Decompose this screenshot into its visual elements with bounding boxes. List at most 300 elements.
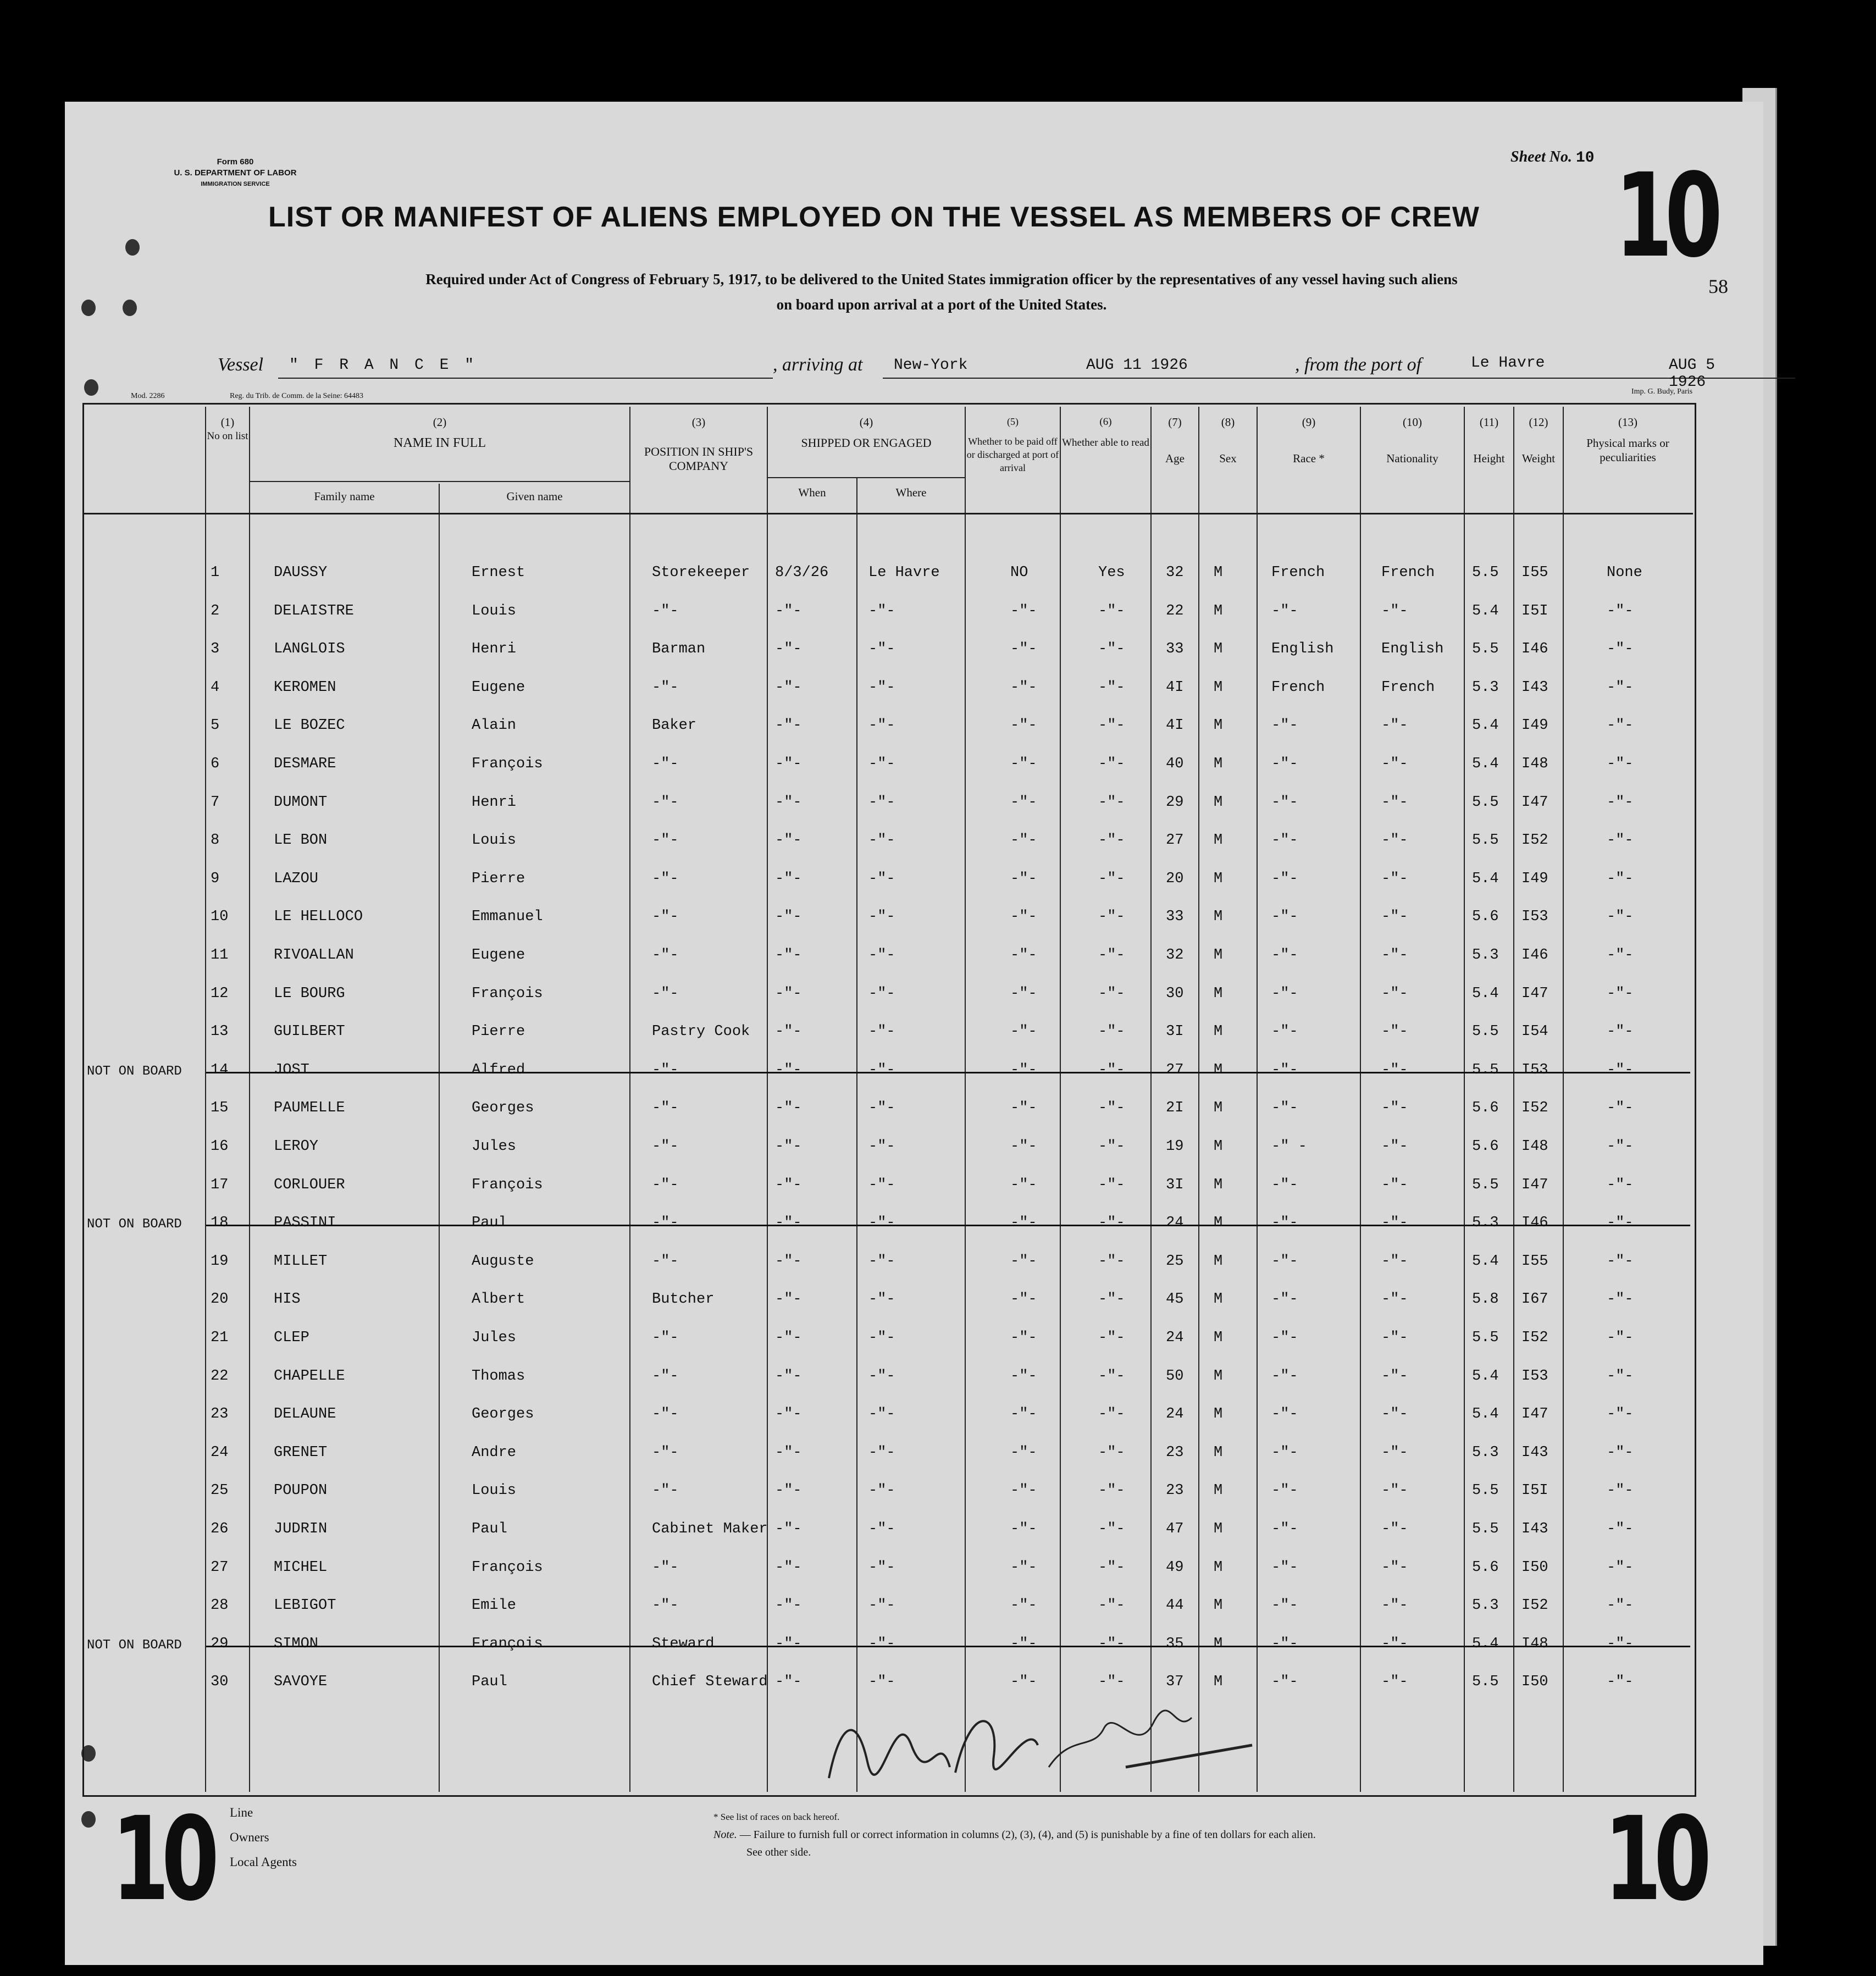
local-agents-label: Local Agents: [230, 1855, 297, 1869]
paid-off: -"-: [1010, 1023, 1037, 1040]
physical-marks: -"-: [1607, 1406, 1634, 1423]
nationality: -"-: [1381, 1023, 1408, 1040]
height: 5.5: [1472, 1023, 1499, 1040]
shipped-when: 8/3/26: [775, 564, 829, 581]
able-to-read: -"-: [1098, 1291, 1125, 1308]
shipped-when: -"-: [775, 1521, 802, 1537]
nationality: -"-: [1381, 871, 1408, 887]
shipped-where: -"-: [868, 1138, 895, 1155]
height: 5.6: [1472, 1138, 1499, 1155]
family-name: LE BOZEC: [274, 717, 345, 734]
sex: M: [1214, 1636, 1223, 1652]
departure-date: AUG 5 1926: [1669, 357, 1715, 391]
race: -"-: [1271, 986, 1298, 1002]
position: -"-: [652, 986, 679, 1002]
weight: I52: [1521, 1597, 1548, 1614]
given-name: Henri: [472, 641, 517, 657]
height: 5.5: [1472, 1330, 1499, 1346]
physical-marks: -"-: [1607, 794, 1634, 811]
physical-marks: -"-: [1607, 1674, 1634, 1690]
sex: M: [1214, 947, 1223, 964]
able-to-read: -"-: [1098, 1597, 1125, 1614]
row-number: 14: [211, 1062, 229, 1078]
shipped-where: -"-: [868, 1406, 895, 1423]
shipped-when: -"-: [775, 679, 802, 696]
nationality: -"-: [1381, 1215, 1408, 1231]
age: 22: [1166, 603, 1184, 619]
race: -"-: [1271, 1100, 1298, 1116]
physical-marks: None: [1607, 564, 1642, 581]
subtitle-line-2: on board upon arrival at a port of the United States.: [776, 296, 1107, 313]
strikethrough-line: [206, 1646, 1690, 1647]
able-to-read: -"-: [1098, 1674, 1125, 1690]
physical-marks: -"-: [1607, 1138, 1634, 1155]
mod-number: Mod. 2286: [131, 392, 165, 400]
physical-marks: -"-: [1607, 871, 1634, 887]
shipped-when: -"-: [775, 1291, 802, 1308]
weight: I5I: [1521, 603, 1548, 619]
shipped-where: -"-: [868, 1636, 895, 1652]
race: -"-: [1271, 1291, 1298, 1308]
header-weight: (12) Weight: [1521, 416, 1556, 465]
given-name: François: [472, 986, 543, 1002]
physical-marks: -"-: [1607, 1291, 1634, 1308]
race: -"-: [1271, 1444, 1298, 1461]
weight: I53: [1521, 1368, 1548, 1385]
row-number: 3: [211, 641, 220, 657]
able-to-read: -"-: [1098, 717, 1125, 734]
race: -"-: [1271, 947, 1298, 964]
physical-marks: -"-: [1607, 1521, 1634, 1537]
row-number: 12: [211, 986, 229, 1002]
age: 44: [1166, 1597, 1184, 1614]
physical-marks: -"-: [1607, 641, 1634, 657]
physical-marks: -"-: [1607, 1215, 1634, 1231]
age: 49: [1166, 1559, 1184, 1576]
sheet-number: [1510, 148, 1595, 167]
shipped-when: -"-: [775, 1177, 802, 1193]
family-name: GRENET: [274, 1444, 328, 1461]
height: 5.8: [1472, 1291, 1499, 1308]
form-header: [147, 157, 323, 190]
nationality: -"-: [1381, 1138, 1408, 1155]
given-name: Ernest: [472, 564, 525, 581]
sex: M: [1214, 986, 1223, 1002]
header-nationality: (10) Nationality: [1386, 416, 1438, 465]
physical-marks: -"-: [1607, 1177, 1634, 1193]
shipped-when: -"-: [775, 756, 802, 772]
nationality: -"-: [1381, 794, 1408, 811]
sex: M: [1214, 1482, 1223, 1499]
able-to-read: -"-: [1098, 679, 1125, 696]
nationality: -"-: [1381, 1062, 1408, 1078]
strikethrough-line: [206, 1072, 1690, 1073]
position: -"-: [652, 947, 679, 964]
paid-off: -"-: [1010, 1253, 1037, 1270]
height: 5.5: [1472, 1521, 1499, 1537]
family-name: LEROY: [274, 1138, 319, 1155]
paid-off: -"-: [1010, 1406, 1037, 1423]
given-name: François: [472, 1177, 543, 1193]
shipped-when: -"-: [775, 947, 802, 964]
able-to-read: -"-: [1098, 871, 1125, 887]
weight: I43: [1521, 1521, 1548, 1537]
punch-hole: [81, 1811, 96, 1828]
shipped-where: -"-: [868, 1100, 895, 1116]
row-number: 19: [211, 1253, 229, 1270]
nationality: -"-: [1381, 1674, 1408, 1690]
shipped-when: -"-: [775, 871, 802, 887]
position: -"-: [652, 1100, 679, 1116]
age: 45: [1166, 1291, 1184, 1308]
age: 2I: [1166, 1100, 1184, 1116]
age: 32: [1166, 947, 1184, 964]
shipped-where: -"-: [868, 1253, 895, 1270]
subtitle: [191, 267, 1692, 317]
position: -"-: [652, 603, 679, 619]
family-name: CHAPELLE: [274, 1368, 345, 1385]
position: -"-: [652, 794, 679, 811]
note-text: — Failure to furnish full or correct information in columns (2), (3), (4), and (5) is punishable by a fine of ten dollars for each alien.: [739, 1829, 1316, 1841]
position: -"-: [652, 1559, 679, 1576]
position: -"-: [652, 832, 679, 849]
nationality: -"-: [1381, 717, 1408, 734]
family-name: LE HELLOCO: [274, 909, 363, 925]
shipped-where: -"-: [868, 794, 895, 811]
sex: M: [1214, 756, 1223, 772]
position: Baker: [652, 717, 697, 734]
race: -"-: [1271, 1521, 1298, 1537]
shipped-where: -"-: [868, 1291, 895, 1308]
row-number: 27: [211, 1559, 229, 1576]
family-name: SIMON: [274, 1636, 319, 1652]
race: -"-: [1271, 794, 1298, 811]
weight: I5I: [1521, 1482, 1548, 1499]
paid-off: -"-: [1010, 1100, 1037, 1116]
sex: M: [1214, 794, 1223, 811]
nationality: -"-: [1381, 603, 1408, 619]
physical-marks: -"-: [1607, 1062, 1634, 1078]
position: -"-: [652, 1368, 679, 1385]
row-number: 15: [211, 1100, 229, 1116]
paid-off: -"-: [1010, 756, 1037, 772]
shipped-when: -"-: [775, 1062, 802, 1078]
family-name: JOST: [274, 1062, 309, 1078]
nationality: -"-: [1381, 1368, 1408, 1385]
able-to-read: -"-: [1098, 1253, 1125, 1270]
weight: I52: [1521, 832, 1548, 849]
sex: M: [1214, 1253, 1223, 1270]
able-to-read: -"-: [1098, 1177, 1125, 1193]
header-shipped: (4) SHIPPED OR ENGAGED: [801, 416, 932, 450]
paid-off: -"-: [1010, 909, 1037, 925]
row-number: 23: [211, 1406, 229, 1423]
height: 5.5: [1472, 1062, 1499, 1078]
nationality: -"-: [1381, 1406, 1408, 1423]
shipped-where: -"-: [868, 1215, 895, 1231]
shipped-where: -"-: [868, 756, 895, 772]
age: 29: [1166, 794, 1184, 811]
position: -"-: [652, 1406, 679, 1423]
row-number: 5: [211, 717, 220, 734]
weight: I48: [1521, 1636, 1548, 1652]
weight: I47: [1521, 1177, 1548, 1193]
height: 5.4: [1472, 717, 1499, 734]
weight: I47: [1521, 986, 1548, 1002]
sex: M: [1214, 1138, 1223, 1155]
able-to-read: -"-: [1098, 1062, 1125, 1078]
footer-notes: [713, 1808, 1571, 1861]
weight: I67: [1521, 1291, 1548, 1308]
age: 20: [1166, 871, 1184, 887]
header-paid-off: (5) Whether to be paid off or discharged at port of arrival: [966, 416, 1059, 473]
physical-marks: -"-: [1607, 986, 1634, 1002]
header-able-to-read: (6) Whether able to read: [1062, 416, 1149, 449]
race: -"-: [1271, 1406, 1298, 1423]
row-number: 11: [211, 947, 229, 964]
paid-off: -"-: [1010, 603, 1037, 619]
shipped-when: -"-: [775, 717, 802, 734]
shipped-where: -"-: [868, 1062, 895, 1078]
sex: M: [1214, 1597, 1223, 1614]
shipped-where: -"-: [868, 679, 895, 696]
sex: M: [1214, 603, 1223, 619]
position: Chief Steward: [652, 1674, 768, 1690]
age: 33: [1166, 909, 1184, 925]
shipped-when: -"-: [775, 1636, 802, 1652]
family-name: PAUMELLE: [274, 1100, 345, 1116]
row-number: 28: [211, 1597, 229, 1614]
age: 37: [1166, 1674, 1184, 1690]
weight: I47: [1521, 794, 1548, 811]
family-name: MILLET: [274, 1253, 328, 1270]
race: -"-: [1271, 603, 1298, 619]
race: -"-: [1271, 1253, 1298, 1270]
sex: M: [1214, 1444, 1223, 1461]
given-name: Albert: [472, 1291, 525, 1308]
nationality: -"-: [1381, 1559, 1408, 1576]
row-number: 6: [211, 756, 220, 772]
weight: I46: [1521, 1215, 1548, 1231]
race: -"-: [1271, 1559, 1298, 1576]
given-name: Emmanuel: [472, 909, 543, 925]
shipped-when: -"-: [775, 1406, 802, 1423]
age: 30: [1166, 986, 1184, 1002]
physical-marks: -"-: [1607, 679, 1634, 696]
not-on-board-note: NOT ON BOARD: [87, 1064, 182, 1079]
paid-off: -"-: [1010, 679, 1037, 696]
height: 5.5: [1472, 832, 1499, 849]
nationality: -"-: [1381, 1444, 1408, 1461]
header-height: (11) Height: [1473, 416, 1505, 465]
subtitle-line-1: Required under Act of Congress of February 5, 1917, to be delivered to the United States immigration officer by the representatives of any vessel having such aliens: [425, 271, 1458, 287]
paid-off: -"-: [1010, 794, 1037, 811]
row-number: 7: [211, 794, 220, 811]
nationality: -"-: [1381, 1482, 1408, 1499]
height: 5.5: [1472, 564, 1499, 581]
shipped-where: -"-: [868, 1674, 895, 1690]
shipped-where: -"-: [868, 1444, 895, 1461]
family-name: PASSINI: [274, 1215, 336, 1231]
height: 5.5: [1472, 1177, 1499, 1193]
age: 23: [1166, 1444, 1184, 1461]
given-name: Jules: [472, 1138, 517, 1155]
position: -"-: [652, 871, 679, 887]
sex: M: [1214, 1406, 1223, 1423]
row-number: 22: [211, 1368, 229, 1385]
physical-marks: -"-: [1607, 832, 1634, 849]
row-number: 8: [211, 832, 220, 849]
shipped-when: -"-: [775, 1023, 802, 1040]
weight: I55: [1521, 564, 1548, 581]
shipped-when: -"-: [775, 641, 802, 657]
sex: M: [1214, 1521, 1223, 1537]
nationality: -"-: [1381, 909, 1408, 925]
given-name: François: [472, 756, 543, 772]
paid-off: -"-: [1010, 1636, 1037, 1652]
able-to-read: -"-: [1098, 832, 1125, 849]
able-to-read: -"-: [1098, 947, 1125, 964]
footer-fields: [230, 1800, 297, 1874]
department: U. S. DEPARTMENT OF LABOR: [174, 168, 297, 178]
height: 5.6: [1472, 1100, 1499, 1116]
nationality: -"-: [1381, 1253, 1408, 1270]
vessel-underline: [278, 378, 773, 379]
age: 24: [1166, 1215, 1184, 1231]
able-to-read: -"-: [1098, 1482, 1125, 1499]
row-number: 29: [211, 1636, 229, 1652]
sex: M: [1214, 1215, 1223, 1231]
sex: M: [1214, 1177, 1223, 1193]
height: 5.6: [1472, 909, 1499, 925]
weight: I49: [1521, 717, 1548, 734]
age: 27: [1166, 1062, 1184, 1078]
shipped-where: -"-: [868, 603, 895, 619]
physical-marks: -"-: [1607, 1559, 1634, 1576]
service: IMMIGRATION SERVICE: [201, 181, 270, 187]
nationality: -"-: [1381, 1636, 1408, 1652]
not-on-board-note: NOT ON BOARD: [87, 1217, 182, 1232]
paid-off: -"-: [1010, 1597, 1037, 1614]
physical-marks: -"-: [1607, 1597, 1634, 1614]
age: 4I: [1166, 679, 1184, 696]
age: 35: [1166, 1636, 1184, 1652]
departure-port: Le Havre: [1471, 355, 1545, 372]
shipped-when: -"-: [775, 1138, 802, 1155]
shipped-when: -"-: [775, 1215, 802, 1231]
paid-off: -"-: [1010, 1062, 1037, 1078]
line-label: Line: [230, 1806, 253, 1819]
family-name: DAUSSY: [274, 564, 328, 581]
able-to-read: -"-: [1098, 1406, 1125, 1423]
race: -"-: [1271, 1177, 1298, 1193]
given-name: Alain: [472, 717, 517, 734]
header-where: Where: [895, 486, 927, 499]
able-to-read: -"-: [1098, 1023, 1125, 1040]
row-number: 9: [211, 871, 220, 887]
position: -"-: [652, 1138, 679, 1155]
page-number: 58: [1708, 275, 1728, 297]
paid-off: -"-: [1010, 641, 1037, 657]
shipped-when: -"-: [775, 1330, 802, 1346]
height: 5.3: [1472, 1215, 1499, 1231]
sex: M: [1214, 1559, 1223, 1576]
vessel-name: " F R A N C E ": [289, 357, 478, 374]
shipped-when: -"-: [775, 909, 802, 925]
row-number: 26: [211, 1521, 229, 1537]
family-name: LAZOU: [274, 871, 319, 887]
page-title: LIST OR MANIFEST OF ALIENS EMPLOYED ON THE VESSEL AS MEMBERS OF CREW: [268, 201, 1480, 233]
able-to-read: -"-: [1098, 641, 1125, 657]
nationality: -"-: [1381, 1291, 1408, 1308]
shipped-where: -"-: [868, 641, 895, 657]
position: -"-: [652, 1215, 679, 1231]
physical-marks: -"-: [1607, 1636, 1634, 1652]
from-label: , from the port of: [1295, 355, 1422, 375]
paid-off: -"-: [1010, 947, 1037, 964]
position: -"-: [652, 1253, 679, 1270]
row-number: 18: [211, 1215, 229, 1231]
punch-hole: [125, 239, 140, 256]
family-name: LEBIGOT: [274, 1597, 336, 1614]
given-name: Louis: [472, 832, 517, 849]
sheet-stamp-bottom-right: 10: [1604, 1792, 1704, 1927]
nationality: French: [1381, 679, 1435, 696]
weight: I53: [1521, 909, 1548, 925]
position: Steward: [652, 1636, 715, 1652]
shipped-when: -"-: [775, 794, 802, 811]
position: -"-: [652, 1062, 679, 1078]
physical-marks: -"-: [1607, 756, 1634, 772]
position: -"-: [652, 909, 679, 925]
shipped-where: -"-: [868, 909, 895, 925]
given-name: Emile: [472, 1597, 517, 1614]
family-name: POUPON: [274, 1482, 328, 1499]
given-name: Andre: [472, 1444, 517, 1461]
punch-hole: [81, 300, 96, 316]
height: 5.4: [1472, 986, 1499, 1002]
sex: M: [1214, 1674, 1223, 1690]
shipped-where: -"-: [868, 717, 895, 734]
paid-off: -"-: [1010, 1138, 1037, 1155]
header-when: When: [798, 486, 826, 499]
race: -"-: [1271, 1674, 1298, 1690]
shipped-when: -"-: [775, 1597, 802, 1614]
family-name: HIS: [274, 1291, 301, 1308]
shipped-where: -"-: [868, 986, 895, 1002]
shipped-when: -"-: [775, 1368, 802, 1385]
shipped-where: -"-: [868, 1023, 895, 1040]
weight: I52: [1521, 1100, 1548, 1116]
given-name: Henri: [472, 794, 517, 811]
able-to-read: -"-: [1098, 794, 1125, 811]
family-name: CORLOUER: [274, 1177, 345, 1193]
race: -"-: [1271, 832, 1298, 849]
race: -"-: [1271, 1062, 1298, 1078]
age: 25: [1166, 1253, 1184, 1270]
not-on-board-note: NOT ON BOARD: [87, 1638, 182, 1653]
position: -"-: [652, 1597, 679, 1614]
given-name: Eugene: [472, 947, 525, 964]
able-to-read: -"-: [1098, 1444, 1125, 1461]
able-to-read: -"-: [1098, 986, 1125, 1002]
shipped-where: -"-: [868, 1559, 895, 1576]
weight: I55: [1521, 1253, 1548, 1270]
shipped-where: -"-: [868, 832, 895, 849]
paid-off: -"-: [1010, 1482, 1037, 1499]
arriving-port: New-York: [894, 357, 968, 374]
height: 5.3: [1472, 947, 1499, 964]
